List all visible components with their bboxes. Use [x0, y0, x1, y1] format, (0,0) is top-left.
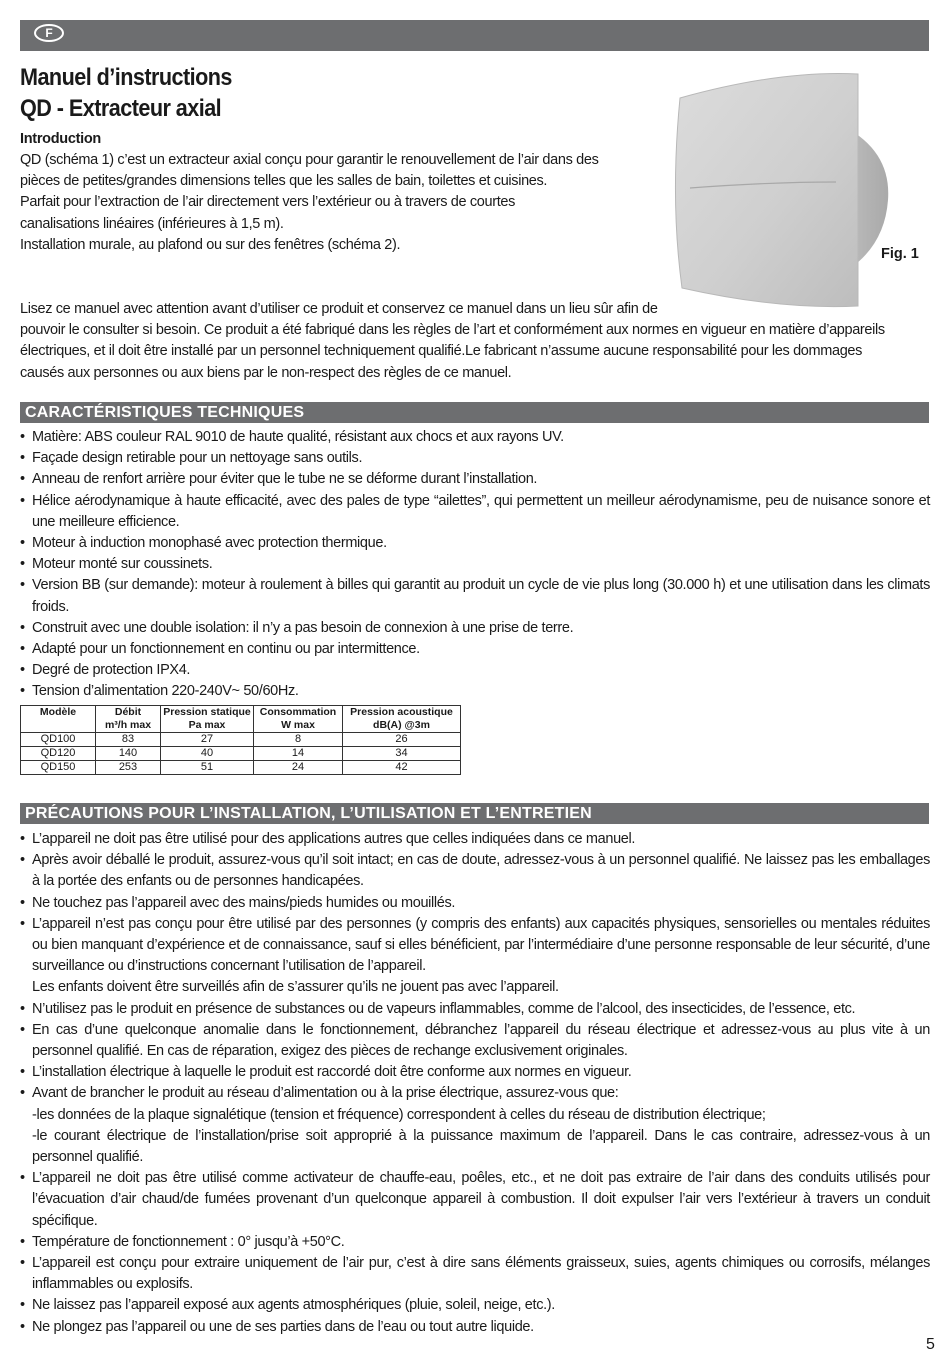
list-item: • Avant de brancher le produit au réseau d’alimentation ou à la prise électrique, assurez-vous que: [20, 1083, 930, 1104]
table-cell: 34 [343, 747, 461, 761]
table-header-cell: Consommation W max [254, 706, 343, 733]
warning-paragraph [20, 299, 930, 384]
intro-paragraph [20, 150, 640, 256]
list-item: • Anneau de renfort arrière pour éviter que le tube ne se déforme durant l’installation. [20, 469, 930, 490]
table-cell: 40 [161, 747, 254, 761]
list-item: • L’appareil ne doit pas être utilisé pour des applications autres que celles indiquées dans ce manuel. [20, 829, 930, 850]
intro-line: canalisations linéaires (inférieures à 1,5 m). [20, 215, 284, 232]
table-header-cell: Modèle [21, 706, 96, 733]
table-cell: 27 [161, 733, 254, 747]
language-header-bar [20, 20, 929, 51]
precautions-bullet-list [20, 829, 930, 1338]
list-item: • Degré de protection IPX4. [20, 660, 930, 681]
list-item: • L’appareil ne doit pas être utilisé comme activateur de chauffe-eau, poêles, etc., et ne doit pas extraire de l’air dans des conduits utilisés pour l’évacuation d’air chaud/de fumées provenant d’un quelconque appareil à combustion. Il doit expulser l’air vers l’extérieur à travers un conduit spécifique. [20, 1168, 930, 1232]
list-item: • Moteur à induction monophasé avec protection thermique. [20, 533, 930, 554]
table-cell: 42 [343, 761, 461, 775]
list-item: • Hélice aérodynamique à haute efficacité, avec des pales de type “ailettes”, qui permettent un meilleur aérodynamisme, peu de nuisance sonore et une meilleure efficience. [20, 491, 930, 533]
intro-line: Parfait pour l’extraction de l’air directement vers l’extérieur ou à travers de courtes [20, 194, 516, 211]
table-cell: 8 [254, 733, 343, 747]
table-cell: 26 [343, 733, 461, 747]
table-cell: 83 [96, 733, 161, 747]
table-row [21, 747, 461, 761]
intro-line: QD (schéma 1) c’est un extracteur axial conçu pour garantir le renouvellement de l’air dans des [20, 152, 599, 168]
table-cell: QD120 [21, 747, 96, 761]
warning-line: pouvoir le consulter si besoin. Ce produit a été fabriqué dans les règles de l’art et conformément aux normes en vigueur en matière d’appareils [20, 322, 885, 339]
title-line-1: Manuel d’instructions [20, 64, 232, 91]
list-item: • Ne touchez pas l’appareil avec des mains/pieds humides ou mouillés. [20, 893, 930, 914]
list-item: • Tension d’alimentation 220-240V~ 50/60Hz. [20, 681, 930, 702]
warning-line: Lisez ce manuel avec attention avant d’utiliser ce produit et conservez ce manuel dans un lieu sûr afin de [20, 301, 658, 317]
list-item: • En cas d’une quelconque anomalie dans le fonctionnement, débranchez l’appareil du réseau électrique et adressez-vous au plus vite à un personnel qualifié. En cas de réparation, exigez des pièces de rechange exclusivement originales. [20, 1020, 930, 1062]
list-item: • Température de fonctionnement : 0° jusqu’à +50°C. [20, 1232, 930, 1253]
table-cell: 14 [254, 747, 343, 761]
table-cell: 140 [96, 747, 161, 761]
page-title [20, 62, 232, 124]
list-item: • L’appareil n’est pas conçu pour être utilisé par des personnes (y compris des enfants) aux capacités physiques, sensorielles ou mentales réduites ou bien manquant d’expérience et de connaissance, sauf si elles bénéficient, par l’intermédiaire d’une personne responsable de leur sécurité, d’une surveillance ou d’instructions concernant l’utilisation de l’appareil. [20, 914, 930, 978]
list-item: • L’installation électrique à laquelle le produit est raccordé doit être conforme aux normes en vigueur. [20, 1062, 930, 1083]
fan-product-illustration [660, 70, 890, 315]
intro-line: pièces de petites/grandes dimensions telles que les salles de bain, toilettes et cuisines. [20, 173, 548, 190]
table-header-cell: Pression statique Pa max [161, 706, 254, 733]
intro-heading: Introduction [20, 131, 101, 147]
specs-bullet-list [20, 427, 930, 703]
table-header-cell: Pression acoustique dB(A) @3m [343, 706, 461, 733]
precautions-section-title: PRÉCAUTIONS POUR L’INSTALLATION, L’UTILISATION ET L’ENTRETIEN [20, 803, 929, 824]
list-item: • Ne laissez pas l’appareil exposé aux agents atmosphériques (pluie, soleil, neige, etc.). [20, 1295, 930, 1316]
list-item: -le courant électrique de l’installation/prise soit approprié à la puissance maximum de l’appareil. Dans le cas contraire, adressez-vous à un personnel qualifié. [32, 1127, 930, 1166]
intro-line: Installation murale, au plafond ou sur des fenêtres (schéma 2). [20, 236, 401, 253]
list-item: -les données de la plaque signalétique (tension et fréquence) correspondent à celles du réseau de distribution électrique; [32, 1106, 766, 1123]
title-line-2: QD - Extracteur axial [20, 95, 222, 122]
list-item: • Matière: ABS couleur RAL 9010 de haute qualité, résistant aux chocs et aux rayons UV. [20, 427, 930, 448]
list-item: • Après avoir déballé le produit, assurez-vous qu’il soit intact; en cas de doute, adressez-vous à un personnel qualifié. Ne laissez pas les emballages à la portée des enfants ou de personnes handicapées. [20, 850, 930, 892]
list-item: • Adapté pour un fonctionnement en continu ou par intermittence. [20, 639, 930, 660]
list-item: Les enfants doivent être surveillés afin de s’assurer qu’ils ne jouent pas avec l’appareil. [32, 979, 559, 996]
fan-front-panel [675, 74, 858, 307]
specs-table [20, 705, 461, 775]
list-item: • Ne plongez pas l’appareil ou une de ses parties dans de l’eau ou tout autre liquide. [20, 1317, 930, 1338]
table-row [21, 761, 461, 775]
table-cell: 51 [161, 761, 254, 775]
language-badge: F [34, 24, 64, 42]
table-cell: QD150 [21, 761, 96, 775]
table-cell: 24 [254, 761, 343, 775]
figure-label: Fig. 1 [881, 246, 919, 262]
table-row [21, 733, 461, 747]
list-item: • L’appareil est conçu pour extraire uniquement de l’air pur, c’est à dire sans éléments graisseux, suies, agents chimiques ou corrosifs, mélanges inflammables ou explosifs. [20, 1253, 930, 1295]
list-item: • Moteur monté sur coussinets. [20, 554, 930, 575]
list-item: • Façade design retirable pour un nettoyage sans outils. [20, 448, 930, 469]
list-item: • Version BB (sur demande): moteur à roulement à billes qui garantit au produit un cycle de vie plus long (30.000 h) et une utilisation dans les climats froids. [20, 575, 930, 617]
page-number: 5 [926, 1336, 935, 1353]
specs-section-title: CARACTÉRISTIQUES TECHNIQUES [20, 402, 929, 423]
table-header-row [21, 706, 461, 733]
warning-line: électriques, et il doit être installé par un personnel techniquement qualifié.Le fabricant n’assume aucune responsabilité pour les dommages [20, 343, 863, 360]
list-item: • Construit avec une double isolation: il n’y a pas besoin de connexion à une prise de terre. [20, 618, 930, 639]
table-cell: 253 [96, 761, 161, 775]
table-cell: QD100 [21, 733, 96, 747]
list-item: • N’utilisez pas le produit en présence de substances ou de vapeurs inflammables, comme de l’alcool, des insecticides, de l’essence, etc. [20, 999, 930, 1020]
table-header-cell: Débit m³/h max [96, 706, 161, 733]
warning-line: causés aux personnes ou aux biens par le non-respect des règles de ce manuel. [20, 364, 512, 381]
